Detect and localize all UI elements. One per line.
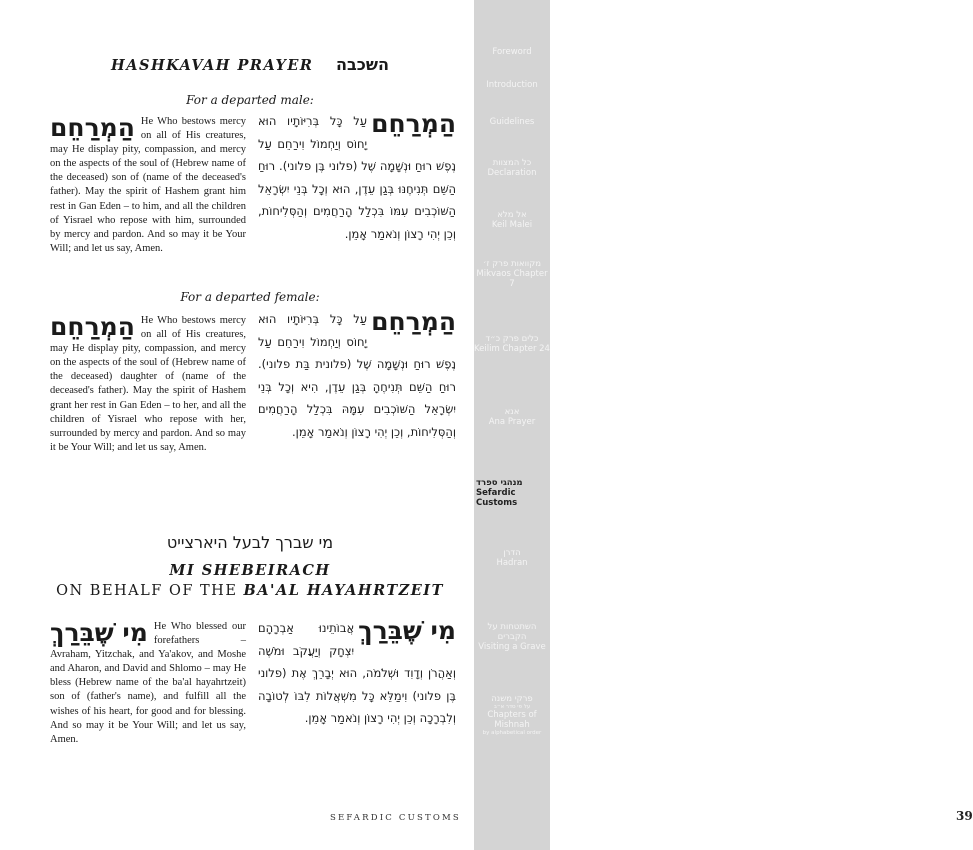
sidebar-item-hadran[interactable] <box>474 548 550 568</box>
tab-label: Keil Malei <box>491 220 533 230</box>
dropcap-hebrew: הַמְרַחֵם <box>371 109 456 138</box>
tab-label: Keilim Chapter 24 <box>474 344 550 354</box>
tab-label: Chapters of Mishnah <box>487 710 537 730</box>
tab-label-hebrew: כל המצוות <box>492 158 532 168</box>
misheberach-title: MI SHEBEIRACH <box>169 562 331 579</box>
sidebar-item-sefardic-customs[interactable] <box>474 478 550 508</box>
footer-section: SEFARDIC CUSTOMS <box>330 813 461 823</box>
tab-label: Foreword <box>492 47 532 57</box>
english-text: He Who blessed our forefathers – Avraham, Yitzchak, and Ya'akov, and Moshe and Aharon, and David and Shlomo – may He bless (Hebrew name of the ba'al hayahrtzeit) son of (father's name), and fulfill all the wishes of his heart, for good and for blessing. And so may it be Your Will; and let us say, Amen. <box>50 621 246 745</box>
hebrew-text: עַל כָּל בְּרִיּוֹתָיו הוּא יָחוֹס וְיַחְמוֹל וִירַחֵם עַל נֶפֶשׁ רוּחַ וּנְשָׁמָה שֶׁל (פלוני בֶּן פלוני). רוּחַ הַשֵּׁם תְּנִיחֶנּוּ בְּגַן עֵדֶן, הוּא וְכָל בְּנֵי יִשְׂרָאֵל הַשּׁוֹכְבִים עִמּוֹ בִּכְלַל הָרַחֲמִים וְהַסְּלִיחוֹת, וְכֵן יְהִי רָצוֹן וְנֹאמַר אָמֵן. <box>258 114 456 241</box>
hebrew-prayer-male <box>258 110 456 245</box>
title-english: HASHKAVAH PRAYER <box>111 57 314 74</box>
page-number: 39 <box>956 809 973 823</box>
english-prayer-female <box>50 314 246 455</box>
tab-label-hebrew: כלים פרק כ״ד <box>485 334 539 344</box>
section-label-female: For a departed female: <box>180 290 320 304</box>
english-prayer-misheberach <box>50 620 246 747</box>
dropcap-hebrew: הַמְרַחֵם <box>50 113 135 142</box>
tab-label-hebrew: אל מלא <box>497 210 527 220</box>
sidebar-item-ana[interactable] <box>474 407 550 427</box>
english-text: He Who bestows mercy on all of His creatures, may He display pity, compassion, and mercy on the aspects of the soul of (Hebrew name of the deceased) daughter of (name of the deceased's father). May the spirit of Hashem grant her rest in Gan Eden – to her, and all the children of Yisrael who repose with her, surrounded by mercy and pardon. And so may it be Your Will; and let us say, Amen. <box>50 315 246 453</box>
dropcap-hebrew: מִי שֶׁבֵּרַךְ <box>50 618 148 647</box>
tab-label: Introduction <box>486 80 538 90</box>
tab-label: Sefardic Customs <box>476 488 518 508</box>
page-title <box>40 55 460 74</box>
tab-label: Mikvaos Chapter 7 <box>476 269 548 289</box>
tab-label: Guidelines <box>489 117 535 127</box>
tab-label-hebrew: מנהגי ספרד <box>476 478 523 488</box>
tab-label: Visiting a Grave <box>478 642 546 652</box>
tab-label-hebrew: הדרן <box>503 548 521 558</box>
tab-label-hebrew: אנא <box>504 407 520 417</box>
sidebar-item-introduction[interactable] <box>474 80 550 90</box>
hebrew-prayer-misheberach <box>258 617 456 730</box>
dropcap-hebrew: הַמְרַחֵם <box>371 307 456 336</box>
tab-sublabel-hebrew: על פי סדר א״ב <box>493 704 531 710</box>
sidebar-item-keilim[interactable] <box>474 334 550 354</box>
tab-label: Hadran <box>496 558 528 568</box>
dropcap-hebrew: הַמְרַחֵם <box>50 312 135 341</box>
section-label-male: For a departed male: <box>186 93 314 107</box>
hebrew-text: אֲבוֹתֵינוּ אַבְרָהָם יִצְחָק וְיַעֲקֹב וּמֹשֶׁה וְאַהֲרֹן וְדָוִד וּשְׁלֹמֹה, הוּא יְבָרֵךְ אֶת (פלוני בֶּן פלוני) וִימַלֵּא כָּל מִשְׁאֲלוֹת לִבּוֹ לְטוֹבָה וְלִבְרָכָה וְכֵן יְהִי רָצוֹן וְנֹאמַר אָמֵן. <box>258 621 456 725</box>
tab-label-hebrew: השתטחות על הקברים <box>487 622 537 642</box>
tab-label: Declaration <box>487 168 537 178</box>
sidebar-item-mikvaos[interactable] <box>474 259 550 289</box>
sidebar-item-foreword[interactable] <box>474 47 550 57</box>
sidebar-item-keil-malei[interactable] <box>474 210 550 230</box>
subtitle-italic: BA'AL HAYAHRTZEIT <box>243 582 444 599</box>
subtitle-part: ON BEHALF OF THE <box>56 583 238 599</box>
misheberach-subtitle <box>40 582 460 599</box>
page <box>0 0 474 850</box>
sidebar-item-declaration[interactable] <box>474 158 550 178</box>
tab-sublabel: by alphabetical order <box>482 730 542 736</box>
hebrew-prayer-female <box>258 308 456 443</box>
tab-label-hebrew: פרקי משנה <box>491 694 533 704</box>
english-text: He Who bestows mercy on all of His creatures, may He display pity, compassion, and mercy on the aspects of the soul of (Hebrew name of the deceased) son of (name of the deceased's father). May the spirit of Hashem grant him rest in Gan Eden – to him, and all the children of Yisrael who repose with him, surrounded by mercy and pardon. And so may it be Your Will; and let us say, Amen. <box>50 116 246 254</box>
tab-label: Ana Prayer <box>488 417 536 427</box>
english-prayer-male <box>50 115 246 256</box>
dropcap-hebrew: מִי שֶׁבֵּרַךְ <box>358 616 456 645</box>
sidebar-tabs <box>474 0 973 850</box>
misheberach-title-hebrew: מי שברך לבעל היארצייט <box>166 533 334 552</box>
tab-label-hebrew: מקוואות פרק ז׳ <box>482 259 542 269</box>
sidebar-item-visiting-grave[interactable] <box>474 622 550 652</box>
title-hebrew: השכבה <box>336 55 389 74</box>
hebrew-text: עַל כָּל בְּרִיּוֹתָיו הוּא יָחוֹס וְיַחְמוֹל וִירַחֵם עַל נֶפֶשׁ רוּחַ וּנְשָׁמָה שֶׁל (פלונית בַּת פלוני). רוּחַ הַשֵּׁם תְּנִיחֶהָ בְּגַן עֵדֶן, הִיא וְכָל בְּנֵי יִשְׂרָאֵל הַשּׁוֹכְבִים עִמָּהּ בִּכְלַל הָרַחֲמִים וְהַסְּלִיחוֹת, וְכֵן יְהִי רָצוֹן וְנֹאמַר אָמֵן. <box>258 312 456 439</box>
sidebar-item-guidelines[interactable] <box>474 117 550 127</box>
sidebar-item-chapters-mishnah[interactable] <box>474 694 550 736</box>
